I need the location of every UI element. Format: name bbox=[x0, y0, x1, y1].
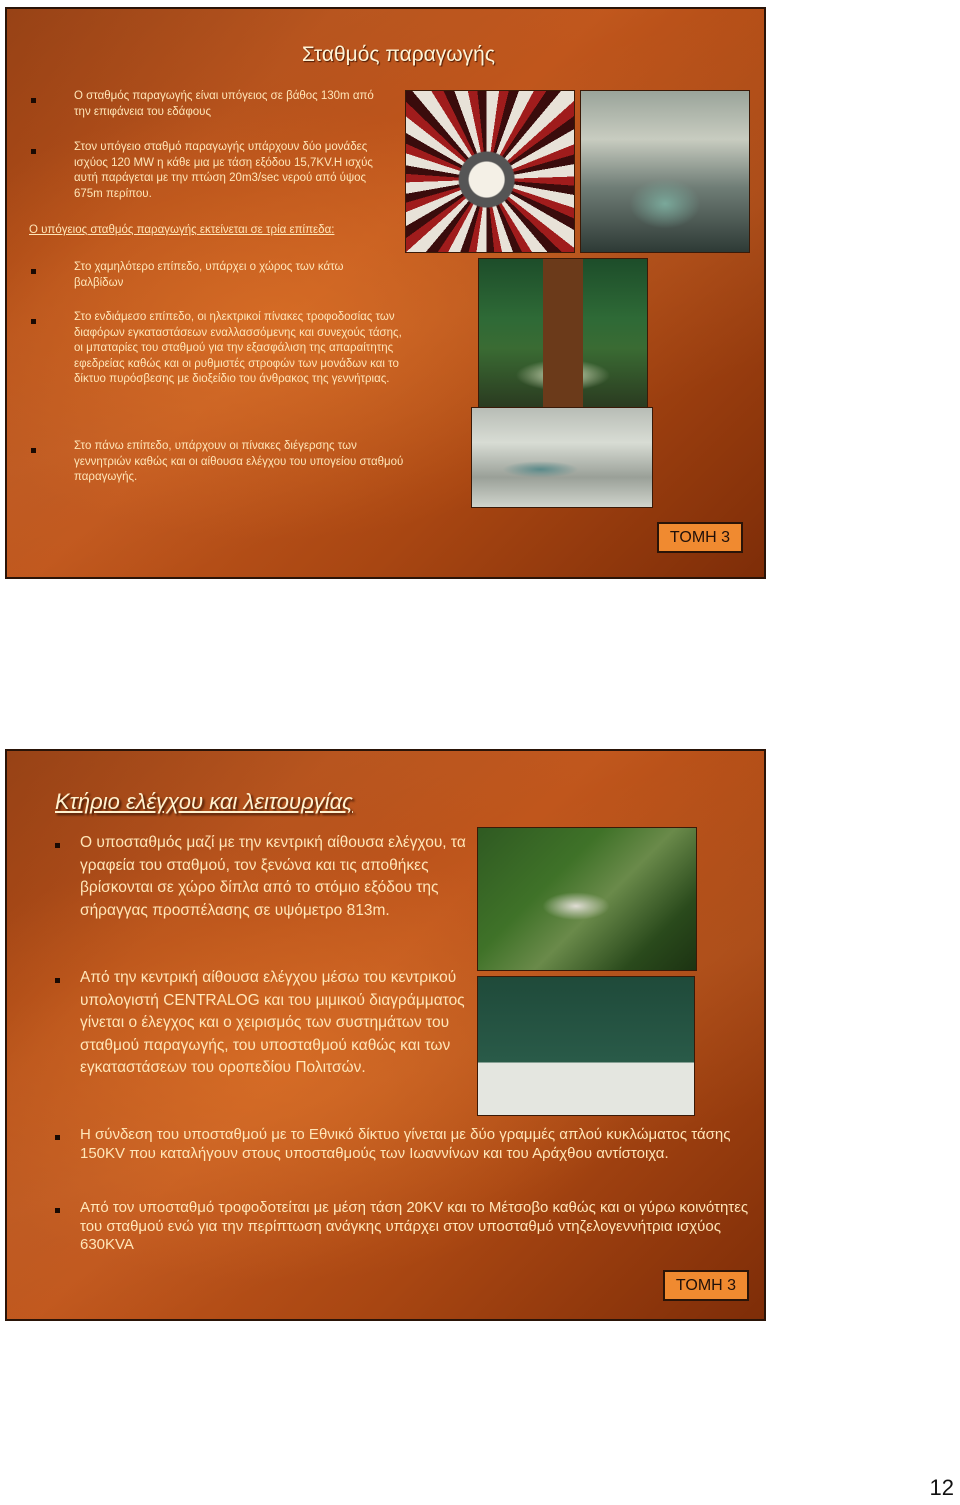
bullet-centralog: Από την κεντρική αίθουσα ελέγχου μέσω του κεντρικού υπολογιστή CENTRALOG και του μιμικού διαγράμματος γίνεται ο έλεγχος και ο χειρισμός των συστημάτων του σταθμού παραγωγής, του υποσταθμού καθώς και των εγκαταστάσεων του οροπεδίου Πολιτσών. bbox=[80, 969, 465, 1076]
bullet-icon bbox=[31, 98, 36, 103]
bullet-icon bbox=[55, 1135, 60, 1140]
bullet-icon bbox=[31, 448, 36, 453]
slide-power-station bbox=[5, 7, 766, 579]
bullet-icon bbox=[31, 319, 36, 324]
slide-title: Κτήριο ελέγχου και λειτουργίας bbox=[55, 789, 353, 814]
level-upper: Στο πάνω επίπεδο, υπάρχουν οι πίνακες διέγερσης των γεννητριών καθώς και οι αίθουσα ελέγχου του υπογείου σταθμού παραγωγής. bbox=[74, 440, 404, 484]
central-control-room-photo bbox=[477, 976, 695, 1116]
turbine-photo bbox=[405, 90, 575, 253]
level-lower: Στο χαμηλότερο επίπεδο, υπάρχει ο χώρος των κάτω βαλβίδων bbox=[74, 261, 344, 289]
slide-control-building bbox=[5, 749, 766, 1321]
bullet-units: Στον υπόγειο σταθμό παραγωγής υπάρχουν δύο μονάδες ισχύος 120 MW η κάθε μια με τάση εξόδου 15,7KV.Η ισχύς αυτή παράγεται με την πτώση 20m3/sec νερού από ύψος 675m περίπου. bbox=[74, 141, 373, 200]
bullet-icon bbox=[31, 149, 36, 154]
bullet-icon bbox=[55, 1208, 60, 1213]
bullet-grid-connection: Η σύνδεση του υποσταθμού με το Εθνικό δίκτυο γίνεται με δύο γραμμές απλού κυκλώματος τάσης 150KV που καταλήγουν στους υποσταθμούς των Ιωαννίνων και του Αράχθου αντίστοιχα. bbox=[80, 1126, 731, 1162]
level-middle: Στο ενδιάμεσο επίπεδο, οι ηλεκτρικοί πίνακες τροφοδοσίας των διαφόρων εγκαταστάσεων εναλλασσόμενης και συνεχούς τάσης, οι μπαταρίες του σταθμού για την εξασφάλιση της απαραίτητης εφεδρείας καθώς και οι ρυθμιστές στροφών των μονάδων και το δίκτυο πυρόσβεσης με διοξείδιο του άνθρακος της γεννήτριας. bbox=[74, 311, 402, 386]
page-number: 12 bbox=[929, 1475, 954, 1500]
section-badge: ΤΟΜΗ 3 bbox=[663, 1270, 749, 1301]
bullet-icon bbox=[55, 978, 60, 983]
slide-title: Σταθμός παραγωγής bbox=[301, 43, 495, 66]
section-badge: ΤΟΜΗ 3 bbox=[657, 522, 743, 553]
bullet-icon bbox=[55, 843, 60, 848]
tunnel-photo bbox=[580, 90, 750, 253]
control-room-photo bbox=[471, 407, 653, 508]
levels-heading: Ο υπόγειος σταθμός παραγωγής εκτείνεται σε τρία επίπεδα: bbox=[29, 224, 335, 236]
bullet-metsovo: Από τον υποσταθμό τροφοδοτείται με μέση τάση 20KV και το Μέτσοβο καθώς και οι γύρω κοινότητες του σταθμού ενώ για την περίπτωση ανάγκης υπάρχει στον υποσταθμό ντηζελογεννήτρια ισχύος 630KVA bbox=[80, 1199, 749, 1253]
aerial-substation-photo bbox=[477, 827, 697, 971]
bullet-depth: Ο σταθμός παραγωγής είναι υπόγειος σε βάθος 130m από την επιφάνεια του εδάφους bbox=[74, 90, 374, 118]
generator-hall-photo bbox=[478, 258, 648, 409]
bullet-icon bbox=[31, 269, 36, 274]
bullet-substation: Ο υποσταθμός μαζί με την κεντρική αίθουσα ελέγχου, τα γραφεία του σταθμού, τον ξενώνα και τις αποθήκες βρίσκονται σε χώρο δίπλα από το στόμιο εξόδου της σήραγγας προσπέλασης σε υψόμετρο 813m. bbox=[80, 834, 466, 919]
